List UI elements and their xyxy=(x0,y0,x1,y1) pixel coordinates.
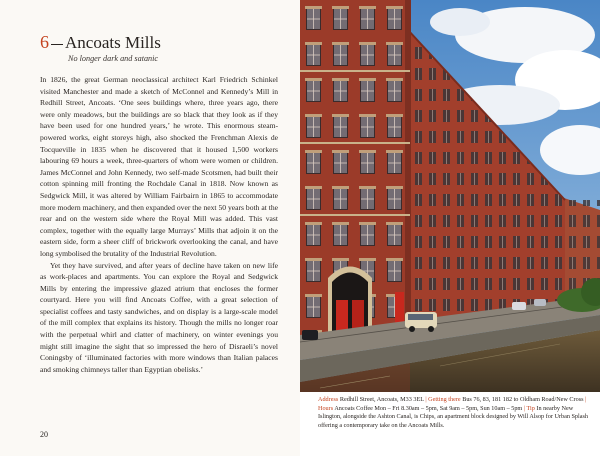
mill-photo xyxy=(300,0,600,392)
body-paragraph: Yet they have survived, and after years of decline have taken on new life as work-places and apartments. You can explore the Royal and Sedgwick Mills by entering the impressive glazed atrium that encloses the former courtyard. Here you will find Ancoats Coffee, with a great selection of specialist coffees and tasty sandwiches, and on display is a large-scale model of the mill complex that explains its history. Though the mills no longer roar with the perpetual whirl and clatter of machinery, on winter evenings you might still imagine the sight that so impressed the hero of Disraeli’s novel Coningsby of ‘illuminated factories with more windows than Italian palaces and smoking chimneys taller than Egyptian obelisks.’ xyxy=(40,260,278,374)
info-caption xyxy=(318,396,588,430)
address-label: Address xyxy=(318,396,339,403)
hours-label: Hours xyxy=(318,404,334,412)
getting-there-value: Bus 76, 83, 181 182 to Oldham Road/New Cross xyxy=(462,396,584,403)
chapter-number: 6 xyxy=(40,32,49,52)
chapter-title: Ancoats Mills xyxy=(65,33,161,52)
body-text xyxy=(40,74,278,375)
address-value: Redhill Street, Ancoats, M33 3EL xyxy=(339,396,424,403)
hours-value: Ancoats Coffee Mon – Fri 8.30am – 5pm, Sat 9am – 5pm, Sun 10am – 5pm xyxy=(334,404,523,412)
tip-label: Tip xyxy=(526,404,535,412)
page-number: 20 xyxy=(40,430,48,439)
heading-rule xyxy=(51,44,63,45)
caption-separator: | xyxy=(425,396,427,403)
body-paragraph: In 1826, the great German neoclassical architect Karl Friedrich Schinkel visited Manchester and made a sketch of McConnel and Kennedy’s Mill in Redhill Street, Ancoats. ‘One sees buildings where, three years ago, there were only meadows, but the buildings are so black that they look as if they have been used for one hundred years,’ he wrote. This enormous steam-powered works, eight storeys high, also shocked the Frenchman Alexis de Tocqueville in 1835 when he discovered that it housed 1,500 workers labouring 69 hours a week, three-quarters of whom were women or children. James McConnel and John Kennedy, two self-made Scotsmen, had built their cotton spinning mill fronting the Rochdale Canal in 1818. Now known as Sedgwick Mill, it was altered by William Fairbairn in 1865 to accommodate more modern machinery, and then expanded over the next 50 years both at the rear and on the western side where the Royal Mill was added. This vast complex, together with the equally large Murrays’ Mills that adjoin it on the eastern side, form a sheer cliff of brickwork overlooking the canal, and have long symbolised the brutality of the Industrial Revolution. xyxy=(40,75,278,258)
caption-separator: | xyxy=(523,404,526,412)
tip-value: In nearby New Islington, alongside the Ashton Canal, is Chips, an apartment block designed by Will Alsop for Urban Splash offering a contemporary take on the Ancoats Mills. xyxy=(318,404,588,429)
right-page xyxy=(300,0,600,456)
getting-there-label: Getting there xyxy=(428,396,461,403)
chapter-subtitle: No longer dark and satanic xyxy=(68,54,159,63)
chapter-heading xyxy=(40,32,280,63)
caption-separator: | xyxy=(585,396,587,403)
